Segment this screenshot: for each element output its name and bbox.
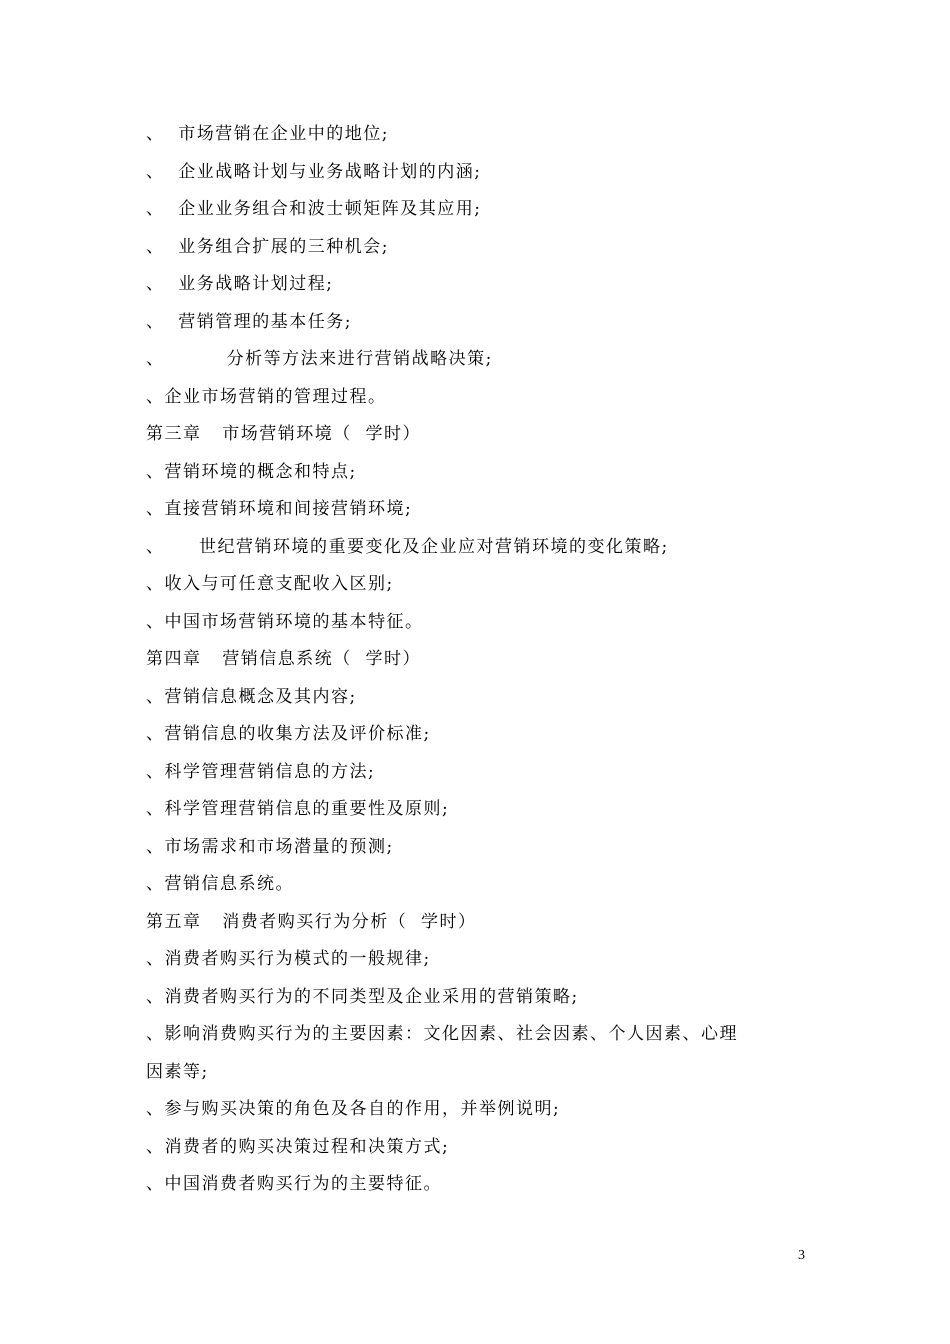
text-line: 、营销信息概念及其内容; bbox=[146, 686, 357, 707]
text-line: 、消费者购买行为模式的一般规律; bbox=[146, 949, 431, 969]
text-line: 、科学管理营销信息的重要性及原则; bbox=[146, 799, 450, 819]
text-line: 、 业务战略计划过程; bbox=[146, 274, 334, 294]
text-line: 、 企业战略计划与业务战略计划的内涵; bbox=[146, 161, 482, 182]
text-line-continuation: 因素等; bbox=[146, 1061, 209, 1082]
text-line: 、市场需求和市场潜量的预测; bbox=[146, 836, 394, 857]
text-line: 、营销信息的收集方法及评价标准; bbox=[146, 724, 431, 744]
text-line: 、科学管理营销信息的方法; bbox=[146, 761, 376, 782]
chapter-heading: 第四章 营销信息系统（ 学时） bbox=[146, 649, 422, 669]
document-body bbox=[146, 116, 786, 1204]
text-line: 、营销信息系统。 bbox=[146, 874, 294, 894]
text-line: 、中国消费者购买行为的主要特征。 bbox=[146, 1174, 442, 1194]
text-line: 、 企业业务组合和波士顿矩阵及其应用; bbox=[146, 199, 482, 219]
text-line: 、中国市场营销环境的基本特征。 bbox=[146, 611, 424, 632]
text-line: 、直接营销环境和间接营销环境; bbox=[146, 499, 413, 519]
text-line: 、 世纪营销环境的重要变化及企业应对营销环境的变化策略; bbox=[146, 536, 669, 557]
text-line: 、影响消费购买行为的主要因素：文化因素、社会因素、个人因素、心理 bbox=[146, 1024, 738, 1044]
text-line: 、 市场营销在企业中的地位; bbox=[146, 124, 390, 144]
text-line: 、 业务组合扩展的三种机会; bbox=[146, 236, 390, 257]
text-line: 、收入与可任意支配收入区别; bbox=[146, 574, 394, 594]
text-line: 、企业市场营销的管理过程。 bbox=[146, 386, 387, 407]
text-line: 、参与购买决策的角色及各自的作用，并举例说明; bbox=[146, 1099, 561, 1119]
text-line: 、 分析等方法来进行营销战略决策; bbox=[146, 349, 493, 369]
text-line: 、消费者的购买决策过程和决策方式; bbox=[146, 1136, 450, 1157]
chapter-heading: 第三章 市场营销环境（ 学时） bbox=[146, 424, 422, 444]
text-line: 、 营销管理的基本任务; bbox=[146, 311, 353, 332]
page-number: 3 bbox=[798, 1248, 805, 1263]
text-line: 、营销环境的概念和特点; bbox=[146, 461, 357, 482]
text-line: 、消费者购买行为的不同类型及企业采用的营销策略; bbox=[146, 986, 579, 1007]
chapter-heading: 第五章 消费者购买行为分析（ 学时） bbox=[146, 911, 477, 932]
